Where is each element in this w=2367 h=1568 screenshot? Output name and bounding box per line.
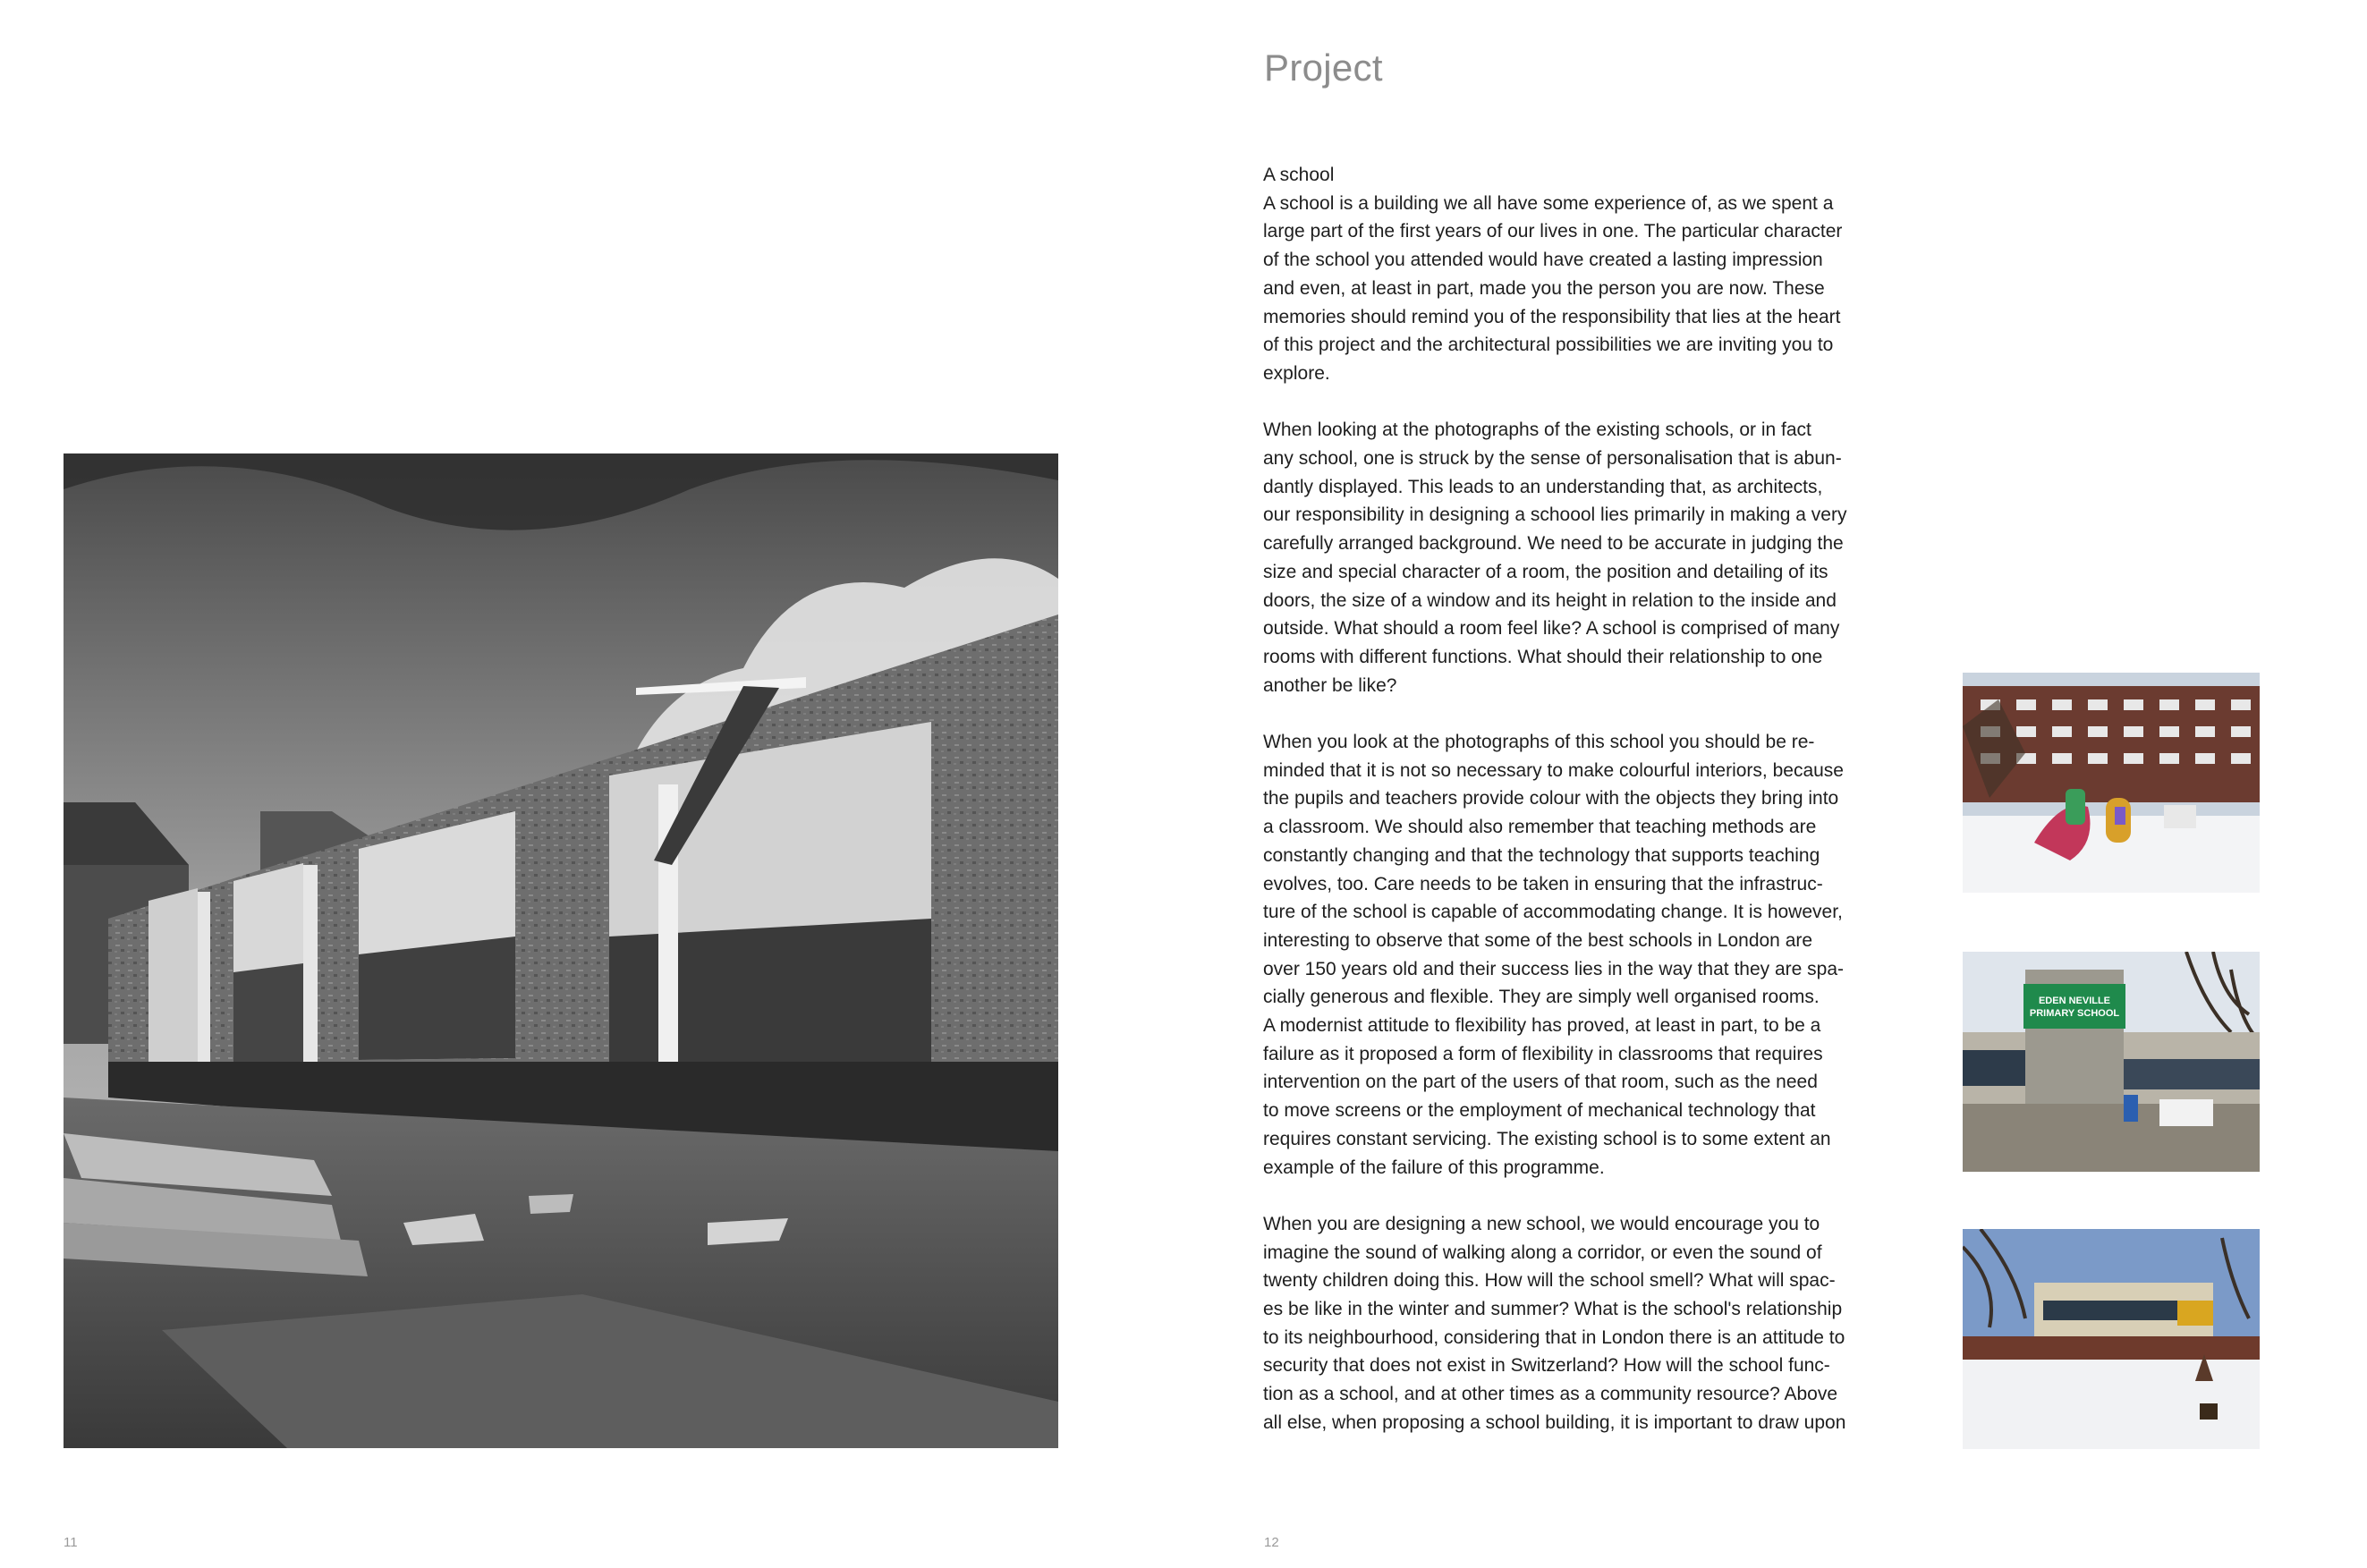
paragraph-4: When you are designing a new school, we would encourage you to imagine the sound of walking along a corridor, or even the sound of twenty children doing this. How will the school smell? What will spac- es be like in the winter and summer? What is the school's relationship to its neighbourhood, considering that in London there is an attitude to security that does not exist in Switzerland? How will the school func- tion as a school, and at other times as a community resource? Above all else, when proposing a school building, it is important to draw upon xyxy=(1263,1213,1846,1433)
construction-photo xyxy=(64,453,1058,1448)
page-title: Project xyxy=(1264,47,1383,89)
page-number-left: 11 xyxy=(64,1535,78,1550)
thumbnail-school-entrance xyxy=(1963,952,2260,1172)
body-text xyxy=(1263,161,1907,1465)
snowy-schoolyard-image xyxy=(1963,1229,2260,1449)
paragraph-3: When you look at the photographs of this school you should be re- minded that it is not so necessary to make colourful interiors, because the pupils and teachers provide colour with the objects they bring into a classroom. We should also remember that teaching methods are constantly changing and that the technology that supports teaching evolves, too. Care needs to be taken in ensuring that the infrastruc- ture of the school is capable of accommodating change. It is however, interesting to observe that some of the best schools in London are over 150 years old and their success lies in the way that they are spa- cially generous and flexible. They are simply well organised rooms. A modernist attitude to flexibility has proved, at least in part, to be a failure as it proposed a form of flexibility in classrooms that requires intervention on the part of the users of that room, such as the need to move screens or the employment of mechanical technology that requires constant servicing. The existing school is to some extent an example of the failure of this programme. xyxy=(1263,732,1845,1178)
page-number-right: 12 xyxy=(1264,1535,1279,1550)
paragraph-1: A school A school is a building we all have some experience of, as we spent a large part of the first years of our lives in one. The particular character of the school you attended would have created a lasting impression and even, at least in part, made you the person you are now. These memories should remind you of the responsibility that lies at the heart of this project and the architectural possibilities we are inviting you to explore. xyxy=(1263,165,1843,384)
snowy-playground-image xyxy=(1963,673,2260,893)
paragraph-2: When looking at the photographs of the existing schools, or in fact any school, one is struck by the sense of personalisation that is abun- dantly displayed. This leads to an understanding that, as architects, our responsibility in designing a schoool lies primarily in making a very carefully arranged background. We need to be accurate in judging the size and special character of a room, the position and detailing of its doors, the size of a window and its height in relation to the inside and outside. What should a room feel like? A school is comprised of many rooms with different functions. What should their relationship to one another be like? xyxy=(1263,420,1847,696)
school-entrance-image xyxy=(1963,952,2260,1172)
sign-line-2: PRIMARY SCHOOL xyxy=(2029,1008,2120,1019)
construction-photo-image xyxy=(64,453,1058,1448)
thumbnail-snowy-playground xyxy=(1963,673,2260,893)
sign-line-1: EDEN NEVILLE xyxy=(2038,996,2111,1006)
thumbnail-snowy-schoolyard xyxy=(1963,1229,2260,1449)
